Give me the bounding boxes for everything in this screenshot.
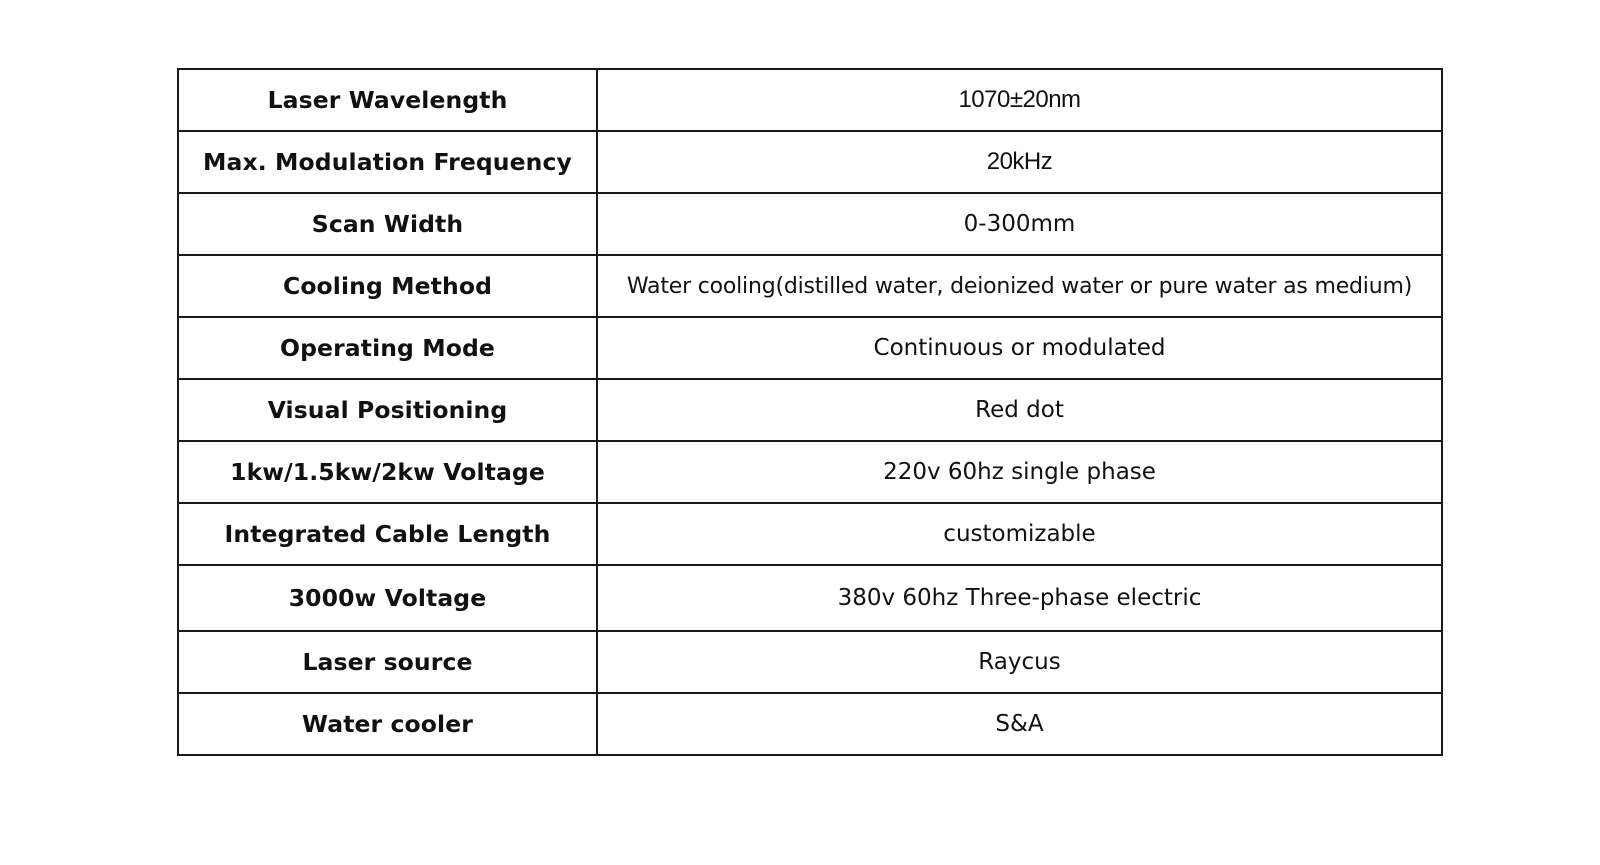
spec-row-scan-width (178, 193, 1442, 255)
spec-label: Cooling Method (178, 255, 597, 317)
spec-row-laser-wavelength (178, 69, 1442, 131)
spec-row-voltage-1-2kw (178, 441, 1442, 503)
spec-value: 20kHz (597, 131, 1442, 193)
spec-row-cable-length (178, 503, 1442, 565)
spec-row-modulation-frequency (178, 131, 1442, 193)
spec-row-water-cooler (178, 693, 1442, 755)
spec-label: Laser Wavelength (178, 69, 597, 131)
spec-value: Continuous or modulated (597, 317, 1442, 379)
spec-value: 0-300mm (597, 193, 1442, 255)
spec-label: Water cooler (178, 693, 597, 755)
spec-label: 3000w Voltage (178, 565, 597, 631)
spec-row-voltage-3000w (178, 565, 1442, 631)
spec-label: Laser source (178, 631, 597, 693)
spec-label: 1kw/1.5kw/2kw Voltage (178, 441, 597, 503)
spec-value: Red dot (597, 379, 1442, 441)
spec-row-laser-source (178, 631, 1442, 693)
spec-value: S&A (597, 693, 1442, 755)
spec-row-operating-mode (178, 317, 1442, 379)
spec-value: 380v 60hz Three-phase electric (597, 565, 1442, 631)
spec-label: Visual Positioning (178, 379, 597, 441)
spec-label: Integrated Cable Length (178, 503, 597, 565)
spec-row-cooling-method (178, 255, 1442, 317)
spec-table (177, 68, 1443, 756)
spec-value: Water cooling(distilled water, deionized water or pure water as medium) (597, 255, 1442, 317)
spec-label: Scan Width (178, 193, 597, 255)
spec-value: 1070±20nm (597, 69, 1442, 131)
spec-row-visual-positioning (178, 379, 1442, 441)
spec-value: customizable (597, 503, 1442, 565)
spec-value: 220v 60hz single phase (597, 441, 1442, 503)
spec-value: Raycus (597, 631, 1442, 693)
spec-label: Operating Mode (178, 317, 597, 379)
spec-label: Max. Modulation Frequency (178, 131, 597, 193)
